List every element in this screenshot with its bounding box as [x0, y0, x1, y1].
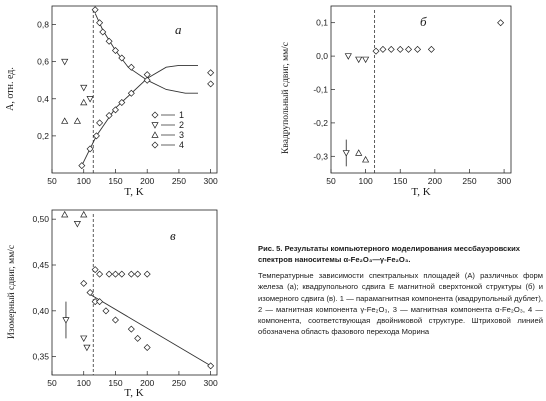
- panel-b-x-tick-label: 100: [358, 176, 373, 186]
- panel-c-y-tick-label: 0,50: [32, 214, 49, 225]
- panel-a-frame: [52, 6, 217, 173]
- legend-marker-4: [152, 142, 158, 148]
- panel-a-series-3-point: [81, 99, 87, 104]
- panel-c-frame: [52, 210, 217, 375]
- panel-b-series-4-point: [428, 46, 434, 52]
- panel-a-ylabel: A, отн. ед.: [5, 67, 16, 111]
- panel-b-x-tick-label: 300: [496, 176, 512, 186]
- panel-b-series-4-point: [373, 48, 379, 54]
- panel-c-isomer-plot: [6, 210, 218, 399]
- panel-c-series-1-point: [144, 345, 150, 351]
- panel-c-series-1-point: [135, 335, 141, 341]
- panel-b-series-4-point: [388, 46, 394, 52]
- panel-a-y-tick-label: 0,6: [37, 56, 49, 67]
- panel-a-y-tick-label: 0,4: [37, 93, 49, 104]
- panel-c-series-4-point: [144, 271, 150, 277]
- caption-title: Рис. 5. Результаты компьютерного моделирования мессбауэровских спектров наноситемы α-Fe₂O₃—γ-Fe₂O₃.: [258, 244, 520, 264]
- panel-a-series-1-point: [106, 112, 112, 118]
- panel-b-marks: [313, 10, 511, 186]
- panel-b-x-tick-label: 200: [427, 176, 442, 186]
- panel-c-series-1-point: [103, 308, 109, 314]
- panel-a-y-tick-label: 0,2: [37, 130, 49, 141]
- panel-a-series-2-point: [87, 96, 93, 101]
- panel-b-x-tick-label: 150: [393, 176, 408, 186]
- panel-c-y-tick-label: 0,35: [32, 351, 49, 362]
- panel-a-series-4-point: [97, 20, 103, 26]
- panel-a-series-2-point: [81, 85, 87, 90]
- panel-a-marks: [37, 7, 218, 186]
- panel-a-x-tick-label: 200: [140, 176, 155, 186]
- panel-c-series-1-point: [128, 326, 134, 332]
- legend-label-3: 3: [179, 130, 185, 140]
- panel-a-xlabel: T, K: [124, 186, 144, 198]
- panel-a-x-tick-label: 250: [171, 176, 187, 186]
- panel-c-y-tick-label: 0,40: [32, 305, 49, 316]
- panel-c-series-2-point: [81, 336, 87, 341]
- panel-c-series-4-point: [106, 271, 112, 277]
- panel-b-series-2-point: [363, 57, 369, 62]
- panel-b-x-tick-label: 250: [462, 176, 477, 186]
- panel-b-error-bar-marker: [343, 151, 349, 156]
- caption-body: Температурные зависимости спектральных площадей (A) различных форм железа (а); квадрупольного сдвига E магнитной сверхтонкой структуры (б) и изомерного сдвига (в). 1 — парамагнитная компонента (квадрупольный дублет), 2 — магнитная компонента γ-Fe₂O₃, 3 — магнитная компонента α-Fe₂O₃, 4 — компонента, соответствующая двойниковой структуре. Штриховой линией обозначена область фазового перехода Морина: [258, 271, 543, 337]
- panel-c-series-4-point: [119, 271, 125, 277]
- panel-a-series-1-point: [87, 146, 93, 152]
- panel-c-series-4-point: [128, 271, 134, 277]
- panel-a-x-tick-label: 300: [203, 176, 218, 186]
- panel-b-y-tick-label: -0,3: [313, 151, 328, 162]
- legend-marker-2: [152, 123, 158, 128]
- panel-a-y-tick-label: 0,8: [37, 19, 49, 30]
- panel-a-series-3-point: [74, 118, 80, 123]
- panel-c-series-2-point: [84, 345, 90, 350]
- legend-label-1: 1: [179, 110, 185, 120]
- panel-b-ylabel: Квадрупольный сдвиг, мм/с: [281, 42, 291, 154]
- panel-b-y-tick-label: -0,2: [313, 117, 328, 128]
- panel-c-series-4-point: [97, 271, 103, 277]
- panel-b-series-4-point: [498, 20, 504, 26]
- panel-a-area-plot: [5, 6, 218, 198]
- panel-c-series-4-point: [135, 271, 141, 277]
- panel-b-xlabel: T, K: [411, 186, 431, 198]
- panel-a-series-1-point: [79, 163, 85, 169]
- panel-b-series-3-point: [356, 150, 362, 155]
- panel-c-series-3-point: [81, 212, 87, 217]
- panel-c-x-tick-label: 50: [47, 378, 57, 388]
- figure-caption: [258, 244, 543, 338]
- panel-c-series-1-point: [112, 317, 118, 323]
- legend-marker-3: [152, 132, 158, 137]
- panel-c-x-tick-label: 150: [108, 378, 123, 388]
- panel-a-letter: а: [175, 22, 182, 37]
- panel-c-series-4-point: [112, 271, 118, 277]
- panel-c-x-tick-label: 300: [203, 378, 218, 388]
- panel-c-series-2-point: [74, 221, 80, 226]
- panel-b-y-tick-label: 0,0: [316, 51, 328, 62]
- panel-a-series-1-point: [112, 107, 118, 113]
- panel-b-series-4-point: [406, 46, 412, 52]
- panel-a-x-tick-label: 150: [108, 176, 123, 186]
- panel-b-frame: [331, 6, 511, 173]
- panel-c-marks: [32, 212, 218, 388]
- panel-b-y-tick-label: 0,1: [316, 17, 328, 28]
- panel-b-series-3-point: [363, 157, 369, 162]
- panel-a-x-tick-label: 100: [76, 176, 91, 186]
- legend-marker-1: [152, 112, 158, 118]
- panel-c-letter: в: [170, 228, 176, 243]
- panel-c-ylabel: Изомерный сдвиг, мм/с: [7, 244, 17, 340]
- panel-c-x-tick-label: 250: [171, 378, 187, 388]
- legend-label-4: 4: [179, 140, 185, 150]
- panel-c-series-3-point: [62, 212, 68, 217]
- panel-a-series-3-point: [62, 118, 68, 123]
- panel-b-y-tick-label: -0,1: [313, 84, 328, 95]
- legend-label-2: 2: [179, 120, 185, 130]
- panel-b-quadrupole-plot: [280, 6, 511, 198]
- panel-c-x-tick-label: 100: [76, 378, 91, 388]
- panel-b-series-4-point: [415, 46, 421, 52]
- panel-c-series-1-point: [87, 290, 93, 296]
- panel-b-series-2-point: [345, 54, 351, 59]
- panel-a-series-1-point: [93, 133, 99, 139]
- panel-c-series-1-point: [81, 280, 87, 286]
- panel-a-series-1-point: [97, 120, 103, 126]
- panel-a-x-tick-label: 50: [47, 176, 57, 186]
- panel-b-series-4-point: [380, 46, 386, 52]
- panel-c-series-1-point: [208, 363, 214, 369]
- panel-c-series-1-point: [97, 299, 103, 305]
- panel-a-series-2-point: [62, 59, 68, 64]
- panel-c-fit-curve: [87, 293, 211, 366]
- panel-a-series-1-point: [208, 70, 214, 76]
- panel-c-xlabel: T, K: [124, 387, 144, 399]
- panel-a-series-4-point: [208, 81, 214, 87]
- panel-b-letter: б: [420, 14, 427, 29]
- panel-c-error-bar-marker: [63, 318, 69, 323]
- panel-a-series-4-point: [128, 64, 134, 70]
- panel-b-x-tick-label: 50: [326, 176, 336, 186]
- panel-c-x-tick-label: 200: [140, 378, 155, 388]
- panel-b-series-4-point: [397, 46, 403, 52]
- panel-c-y-tick-label: 0,45: [32, 260, 49, 270]
- panel-b-series-2-point: [356, 57, 362, 62]
- panel-a-legend: [152, 110, 184, 150]
